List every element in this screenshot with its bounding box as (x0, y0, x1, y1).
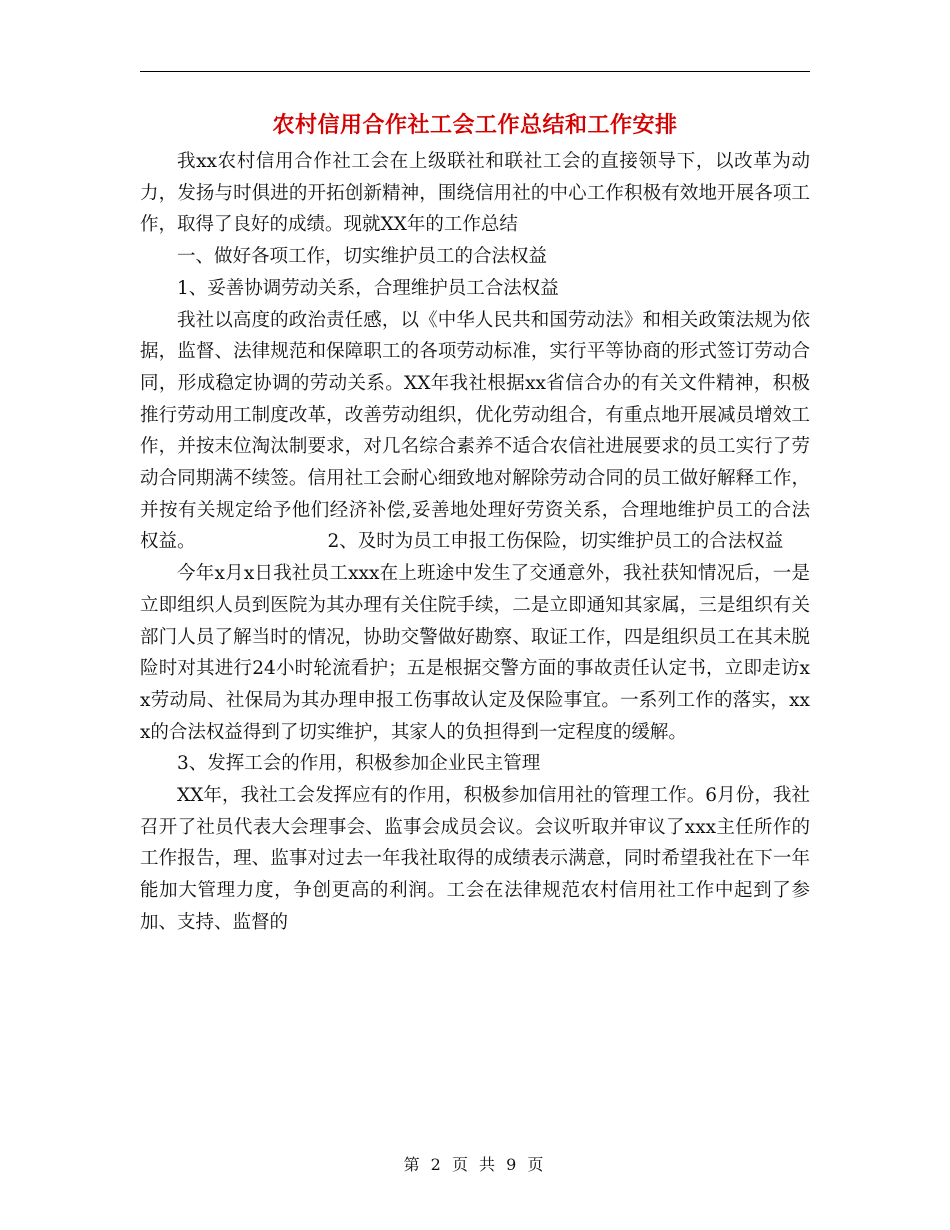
section-1-heading: 一、做好各项工作，切实维护员工的合法权益 (177, 246, 548, 268)
subsection-2-heading: 2、及时为员工申报工伤保险，切实维护员工的合法权益 (327, 531, 784, 553)
subsection-3-heading: 3、发挥工会的作用，积极参加企业民主管理 (177, 753, 541, 775)
document-body (140, 146, 810, 939)
page-number: 第 2 页 共 9 页 (403, 1155, 547, 1174)
subsection-1-body: 我社以高度的政治责任感，以《中华人民共和国劳动法》和相关政策法规为依据，监督、法律规范和保障职工的各项劳动标准，实行平等协商的形式签订劳动合同，形成稳定协调的劳动关系。XX年我社根据xx省信合办的有关文件精神，积极推行劳动用工制度改革，改善劳动组织，优化劳动组合，有重点地开展减员增效工作，并按末位淘汰制要求，对几名综合素养不适合农信社进展要求的员工实行了劳动合同期满不续签。信用社工会耐心细致地对解除劳动合同的员工做好解释工作，并按有关规定给予他们经济补偿,妥善地处理好劳资关系，合理地维护员工的合法权益。 (140, 309, 810, 553)
subsection-1-paragraph (140, 305, 810, 559)
intro-paragraph: 我xx农村信用合作社工会在上级联社和联社工会的直接领导下，以改革为动力，发扬与时俱进的开拓创新精神，围绕信用社的中心工作积极有效地开展各项工作，取得了良好的成绩。现就XX年的工作总结 (140, 151, 810, 236)
subsection-1-heading: 1、妥善协调劳动关系，合理维护员工合法权益 (177, 277, 559, 299)
header-rule (140, 71, 810, 72)
subsection-3-paragraph: XX年，我社工会发挥应有的作用，积极参加信用社的管理工作。6月份，我社召开了社员代表大会理事会、监事会成员会议。会议听取并审议了xxx主任所作的工作报告，理、监事对过去一年我社取得的成绩表示满意，同时希望我社在下一年能加大管理力度，争创更高的利润。工会在法律规范农村信用社工作中起到了参加、支持、监督的 (140, 785, 810, 933)
subsection-2-paragraph: 今年x月x日我社员工xxx在上班途中发生了交通意外，我社获知情况后，一是立即组织人员到医院为其办理有关住院手续，二是立即通知其家属，三是组织有关部门人员了解当时的情况，协助交警做好勘察、取证工作，四是组织员工在其未脱险时对其进行24小时轮流看护；五是根据交警方面的事故责任认定书，立即走访xx劳动局、社保局为其办理申报工伤事故认定及保险事宜。一系列工作的落实，xxx的合法权益得到了切实维护，其家人的负担得到一定程度的缓解。 (140, 563, 810, 743)
document-title: 农村信用合作社工会工作总结和工作安排 (272, 113, 678, 138)
